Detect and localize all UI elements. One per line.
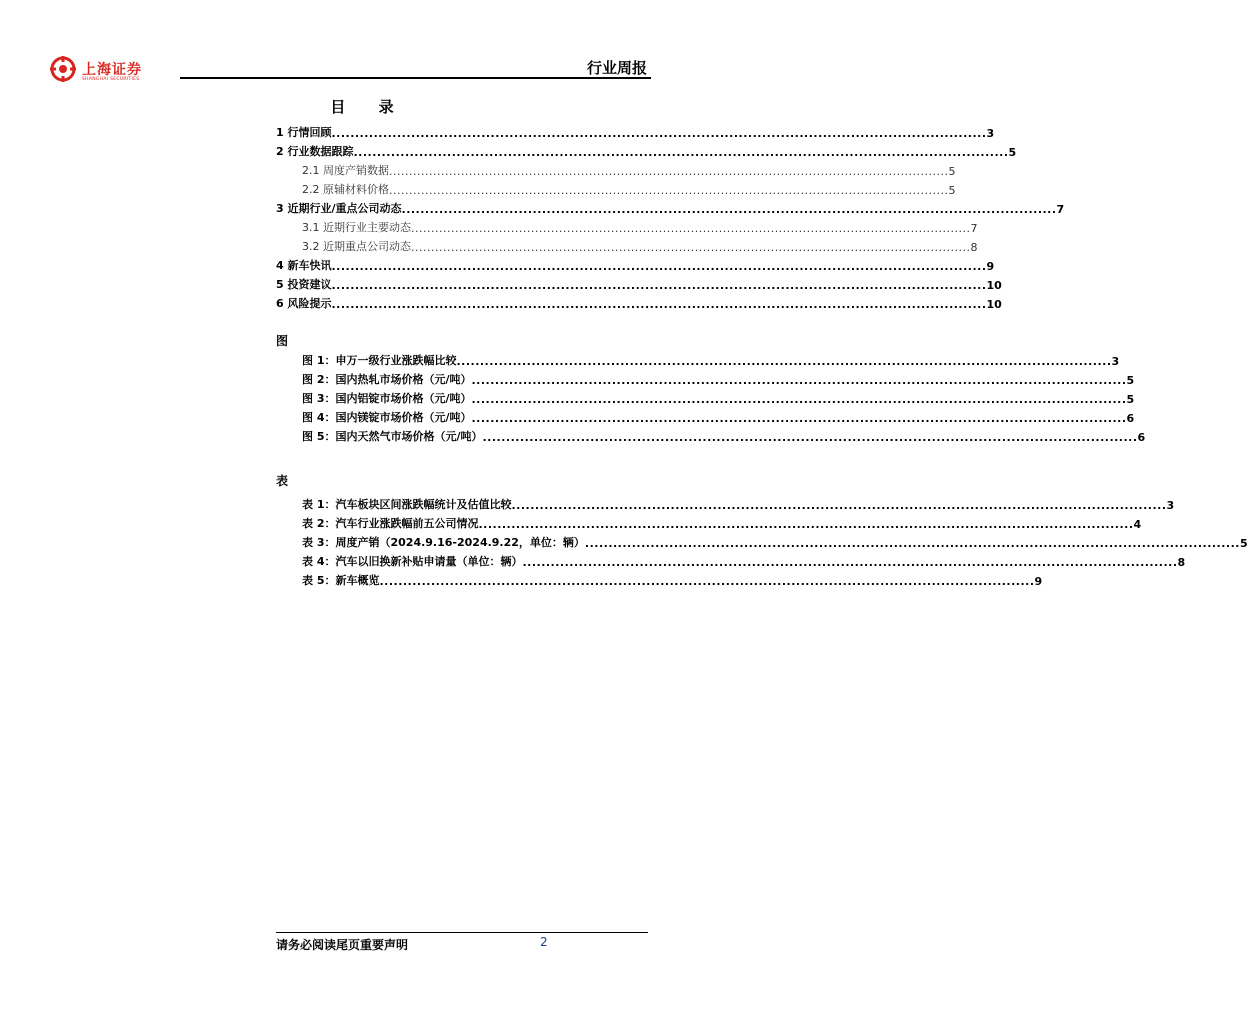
toc-entry-page: 7 [970, 222, 978, 235]
toc-entry-label: 5 投资建议 [276, 278, 332, 291]
dot-leader: ............................................................................................................................................ [411, 241, 971, 254]
toc-entry-label: 3.1 近期行业主要动态 [302, 221, 411, 234]
dot-leader: ............................................................................................................................................ [471, 374, 1127, 387]
toc-entry-page: 10 [986, 298, 1002, 311]
toc-subentry[interactable] [302, 162, 956, 178]
table-entry-label: 表 1：汽车板块区间涨跌幅统计及估值比较 [302, 498, 512, 511]
figure-entry-page: 6 [1137, 431, 1146, 444]
toc-entry-page: 8 [970, 241, 978, 254]
figure-entry-page: 3 [1111, 355, 1120, 368]
toc-subentry[interactable] [302, 219, 978, 235]
dot-leader: ............................................................................................................................................ [353, 146, 1009, 159]
toc-entry-page: 5 [948, 184, 956, 197]
toc-entry-page: 10 [986, 279, 1002, 292]
logo-text-en: SHANGHAI SECURITIES [82, 77, 140, 82]
table-entry-label: 表 5：新车概览 [302, 574, 380, 587]
dot-leader: ............................................................................................................................................ [331, 127, 987, 140]
dot-leader: ............................................................................................................................................ [331, 260, 987, 273]
dot-leader: ............................................................................................................................................ [331, 279, 987, 292]
table-entry[interactable] [302, 553, 1186, 569]
dot-leader: ............................................................................................................................................ [411, 222, 971, 235]
table-entry-page: 4 [1133, 518, 1142, 531]
dot-leader: ............................................................................................................................................ [522, 556, 1178, 569]
toc-entry-label: 2.2 原辅材料价格 [302, 183, 389, 196]
table-entry-page: 5 [1239, 537, 1248, 550]
table-entry[interactable] [302, 534, 1248, 550]
dot-leader: ............................................................................................................................................ [331, 298, 987, 311]
figure-entry[interactable] [302, 352, 1120, 368]
table-entry[interactable] [302, 496, 1175, 512]
table-entry[interactable] [302, 572, 1043, 588]
tables-heading: 表 [276, 474, 289, 488]
toc-entry-label: 3 近期行业/重点公司动态 [276, 202, 402, 215]
dot-leader: ............................................................................................................................................ [389, 184, 949, 197]
toc-entry-page: 9 [986, 260, 995, 273]
toc-entry[interactable] [276, 295, 1002, 311]
figure-entry[interactable] [302, 371, 1135, 387]
toc-entry[interactable] [276, 276, 1002, 292]
toc-entry[interactable] [276, 257, 995, 273]
report-type-title: 行业周报 [586, 59, 647, 77]
toc-entry-page: 5 [948, 165, 956, 178]
dot-leader: ............................................................................................................................................ [482, 431, 1138, 444]
figure-entry-page: 5 [1126, 393, 1135, 406]
dot-leader: ............................................................................................................................................ [456, 355, 1112, 368]
figure-entry[interactable] [302, 409, 1135, 425]
footer-disclaimer: 请务必阅读尾页重要声明 [276, 938, 409, 952]
toc-entry-label: 4 新车快讯 [276, 259, 332, 272]
table-entry-label: 表 4：汽车以旧换新补贴申请量（单位：辆） [302, 555, 523, 568]
dot-leader: ............................................................................................................................................ [478, 518, 1134, 531]
toc-subentry[interactable] [302, 181, 956, 197]
toc-entry[interactable] [276, 124, 995, 140]
dot-leader: ............................................................................................................................................ [471, 412, 1127, 425]
company-logo [50, 56, 200, 86]
figure-entry-label: 图 3：国内铝锭市场价格（元/吨） [302, 392, 472, 405]
figure-entry-label: 图 5：国内天然气市场价格（元/吨） [302, 430, 483, 443]
dot-leader: ............................................................................................................................................ [401, 203, 1057, 216]
toc-entry-page: 7 [1056, 203, 1065, 216]
toc-entry-label: 1 行情回顾 [276, 126, 332, 139]
table-entry-label: 表 3：周度产销（2024.9.16-2024.9.22，单位：辆） [302, 536, 585, 549]
table-entry-label: 表 2：汽车行业涨跌幅前五公司情况 [302, 517, 479, 530]
toc-entry-label: 2.1 周度产销数据 [302, 164, 389, 177]
toc-subentry[interactable] [302, 238, 978, 254]
figure-entry[interactable] [302, 428, 1146, 444]
figure-entry-label: 图 1：申万一级行业涨跌幅比较 [302, 354, 457, 367]
figure-entry-page: 5 [1126, 374, 1135, 387]
toc-entry-label: 2 行业数据跟踪 [276, 145, 354, 158]
dot-leader: ............................................................................................................................................ [511, 499, 1167, 512]
dot-leader: ............................................................................................................................................ [471, 393, 1127, 406]
figure-entry-label: 图 2：国内热轧市场价格（元/吨） [302, 373, 472, 386]
page-header [46, 52, 651, 82]
toc-entry-page: 3 [986, 127, 995, 140]
header-divider [180, 77, 651, 79]
dot-leader: ............................................................................................................................................ [389, 165, 949, 178]
figure-entry-page: 6 [1126, 412, 1135, 425]
footer-divider [276, 932, 648, 933]
toc-entry-page: 5 [1008, 146, 1017, 159]
toc-title: 目 录 [330, 98, 408, 116]
dot-leader: ............................................................................................................................................ [584, 537, 1240, 550]
toc-entry-label: 3.2 近期重点公司动态 [302, 240, 411, 253]
footer-page-number: 2 [540, 935, 548, 949]
toc-entry[interactable] [276, 200, 1065, 216]
logo-emblem-icon [50, 56, 76, 82]
figures-heading: 图 [276, 334, 289, 348]
table-entry-page: 9 [1034, 575, 1043, 588]
dot-leader: ............................................................................................................................................ [379, 575, 1035, 588]
figure-entry-label: 图 4：国内镁锭市场价格（元/吨） [302, 411, 472, 424]
table-entry-page: 3 [1166, 499, 1175, 512]
toc-entry[interactable] [276, 143, 1017, 159]
table-entry[interactable] [302, 515, 1142, 531]
logo-text-cn: 上海证券 [82, 62, 142, 78]
figure-entry[interactable] [302, 390, 1135, 406]
table-entry-page: 8 [1177, 556, 1186, 569]
toc-entry-label: 6 风险提示 [276, 297, 332, 310]
